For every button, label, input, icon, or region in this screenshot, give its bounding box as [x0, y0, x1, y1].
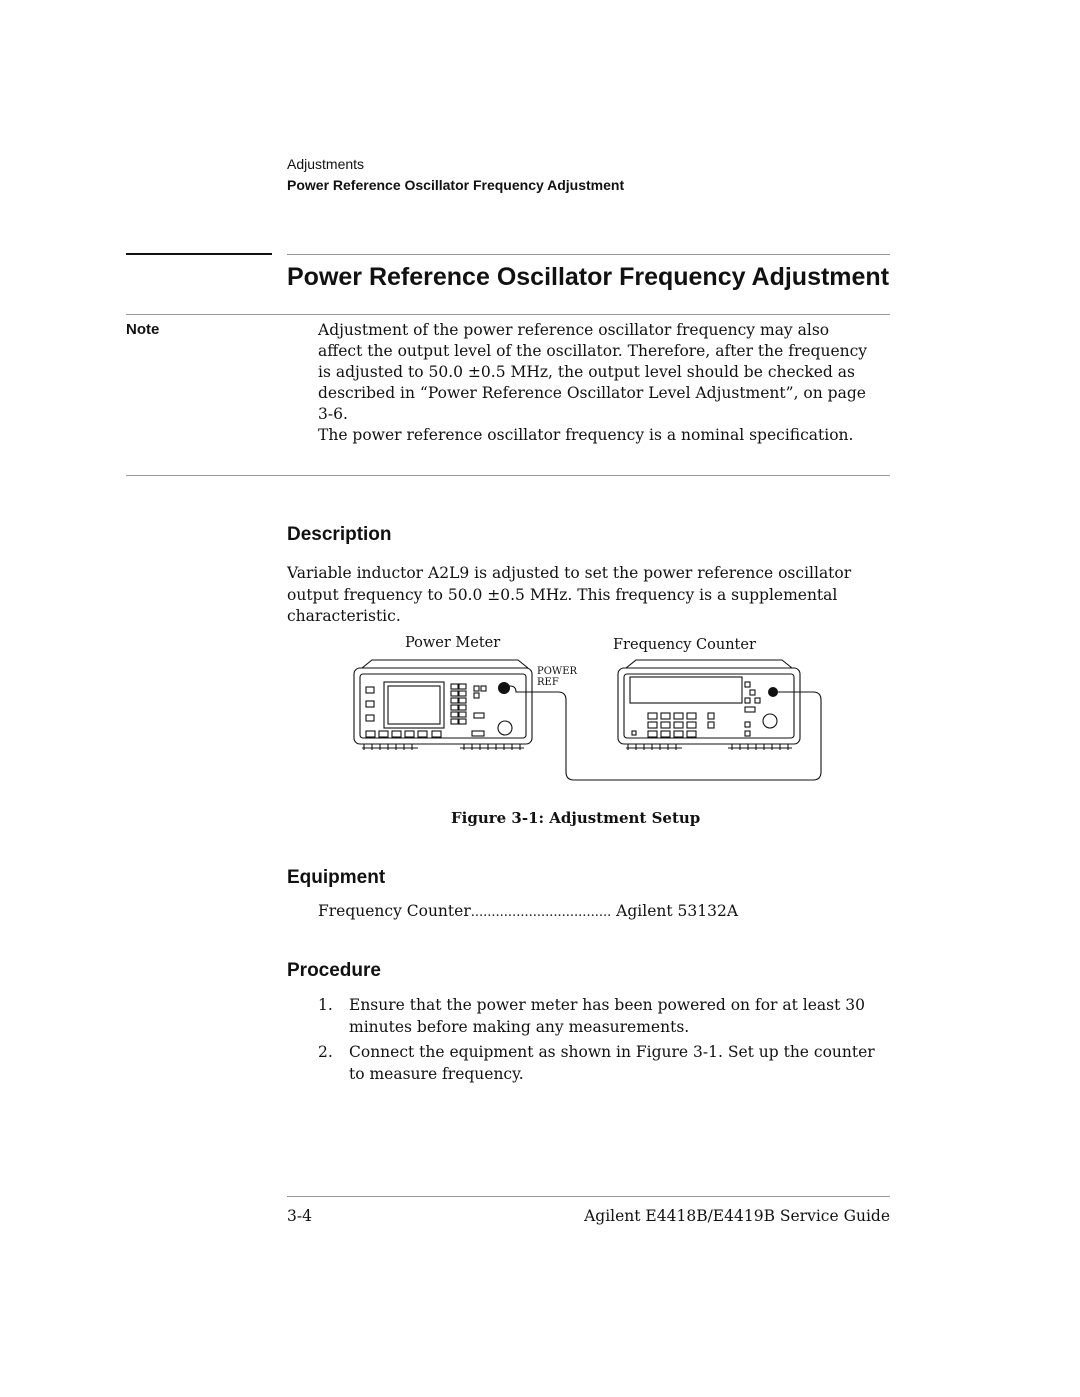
step-number: 2. — [318, 1043, 333, 1061]
note-label: Note — [126, 321, 160, 338]
equipment-leader: .................................. — [470, 905, 612, 920]
figure-caption: Figure 3-1: Adjustment Setup — [451, 809, 701, 827]
adjustment-setup-diagram — [340, 630, 840, 790]
page-title: Power Reference Oscillator Frequency Adjustment — [287, 263, 890, 291]
note-bottom-rule — [126, 475, 890, 476]
connection-cable — [504, 686, 821, 780]
power-ref-connector-icon — [498, 682, 510, 694]
power-port-label: POWER — [537, 666, 578, 677]
step-text: Ensure that the power meter has been powered on for at least 30 minutes before making any measurements. — [349, 996, 865, 1036]
footer-rule — [287, 1196, 890, 1197]
counter-input-connector-icon — [768, 687, 778, 697]
ref-port-label: REF — [537, 677, 559, 688]
title-thick-rule — [126, 253, 272, 255]
description-text — [287, 563, 882, 628]
equipment-heading: Equipment — [287, 867, 386, 888]
description-paragraph: Variable inductor A2L9 is adjusted to set the power reference oscillator output frequency to 50.0 ±0.5 MHz. This frequency is a supplemental characteristic. — [287, 564, 852, 625]
page-number: 3-4 — [287, 1207, 312, 1225]
procedure-step — [318, 995, 890, 1038]
frequency-counter-instrument — [618, 660, 800, 750]
equipment-model: Agilent 53132A — [616, 902, 739, 920]
note-body — [318, 320, 878, 446]
equipment-item: Frequency Counter — [318, 902, 471, 920]
procedure-step — [318, 1042, 890, 1085]
footer-guide-title: Agilent E4418B/E4419B Service Guide — [584, 1207, 890, 1225]
note-paragraph-2: The power reference oscillator frequency is a nominal specification. — [318, 426, 854, 444]
procedure-heading: Procedure — [287, 960, 381, 981]
step-text: Connect the equipment as shown in Figure 3-1. Set up the counter to measure frequency. — [349, 1043, 875, 1083]
step-number: 1. — [318, 996, 333, 1014]
note-top-rule — [126, 314, 890, 315]
description-heading: Description — [287, 524, 392, 545]
note-paragraph-1: Adjustment of the power reference oscillator frequency may also affect the output level of the oscillator. Therefore, after the frequency is adjusted to 50.0 ±0.5 MHz, the output level should be checked as described in “Power Reference Oscillator Level Adjustment”, on page 3-6. — [318, 321, 868, 423]
running-header-section: Adjustments — [287, 156, 365, 172]
frequency-counter-label: Frequency Counter — [613, 637, 756, 653]
adjustment-setup-figure — [340, 630, 840, 790]
running-header-topic: Power Reference Oscillator Frequency Adjustment — [287, 177, 625, 193]
power-meter-label: Power Meter — [405, 635, 501, 651]
title-rule — [287, 254, 890, 255]
equipment-line — [318, 902, 738, 920]
power-meter-instrument — [354, 660, 532, 750]
